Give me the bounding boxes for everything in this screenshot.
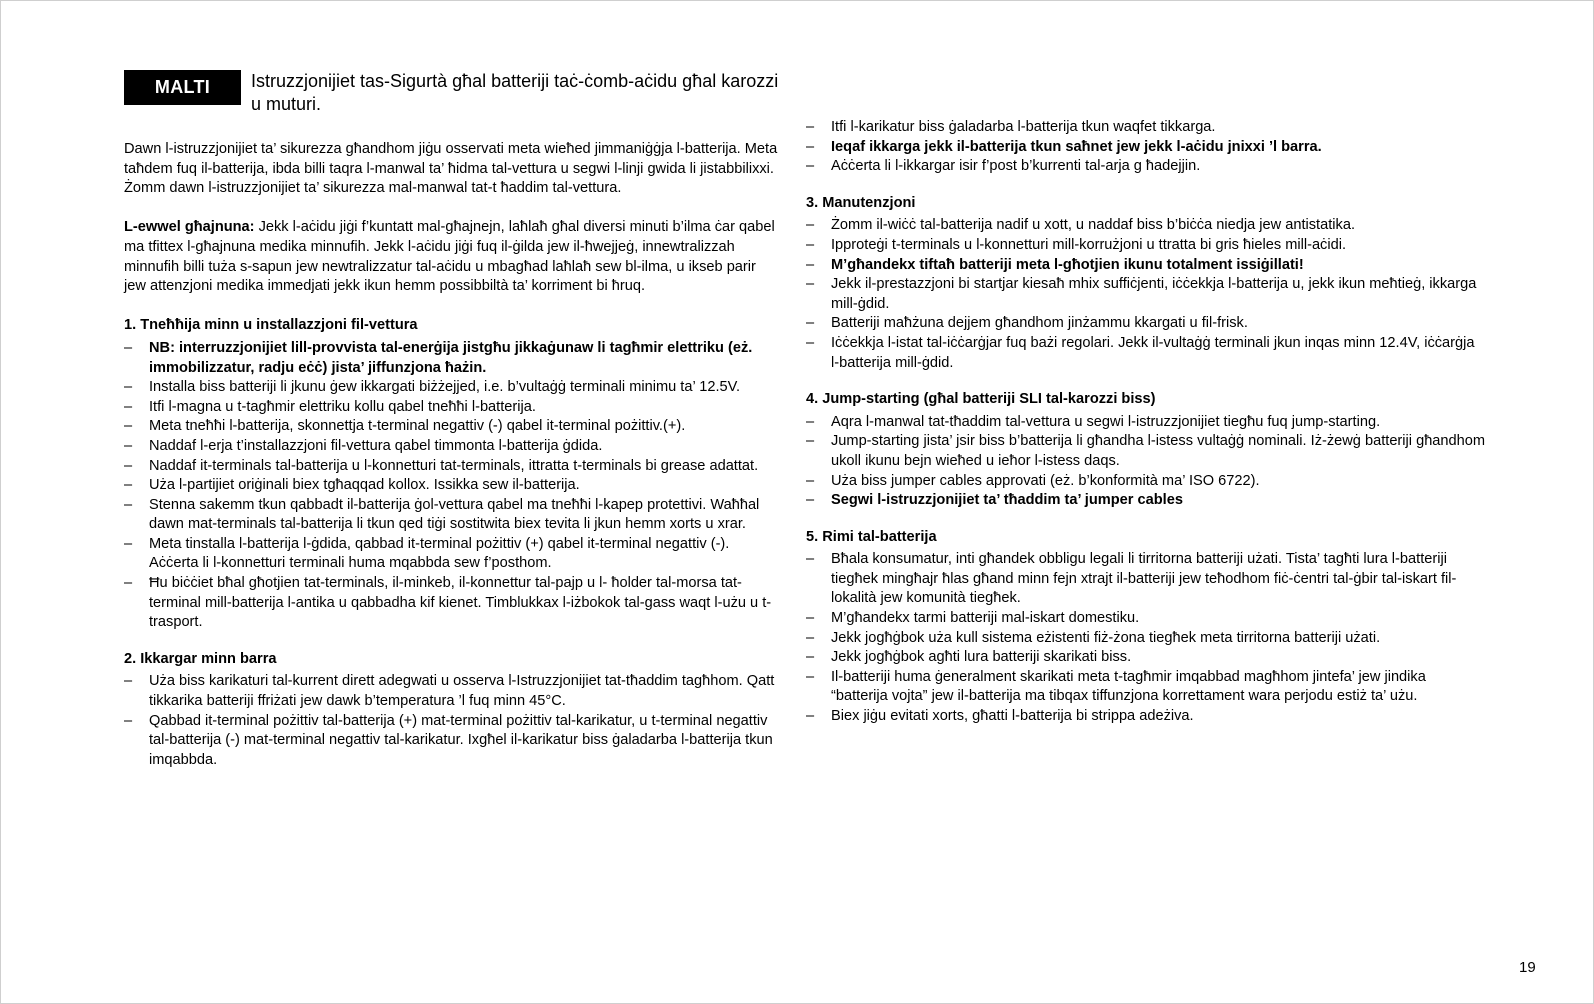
list-item <box>806 491 1486 511</box>
list-item <box>124 457 780 477</box>
list-item-text: NB: interruzzjonijiet lill-provvista tal-enerġija jistgħu jikkaġunaw li tagħmir elettriku (eż. immobilizzatur, radju eċċ) jista’ jiffunzjona ħażin. <box>149 339 753 376</box>
bullet-dash: – <box>124 379 133 396</box>
bullet-dash: – <box>806 276 815 293</box>
list-item <box>806 236 1486 256</box>
list-item-text: Il-batteriji huma ġeneralment skarikati meta t-tagħmir imqabbad magħhom jintefa’ jew jindika “batterija vojta” jew il-batterija ma tibqax tiffunzjona korrettament wara perjodu estiż ta’ użu. <box>831 668 1426 705</box>
list-item-text: Aċċerta li l-ikkargar isir f’post b’kurrenti tal-arja g ħadejjin. <box>831 158 1201 175</box>
list-item-text: Jekk jogħġbok agħti lura batteriji skarikati biss. <box>831 649 1132 666</box>
bullet-dash: – <box>806 610 815 627</box>
list-item <box>806 275 1486 314</box>
document-title: Istruzzjonijiet tas-Sigurtà għal batteriji taċ-ċomb-aċidu għal karozzi u muturi. <box>251 71 779 114</box>
list-item-text: Jump-starting jista’ jsir biss b’batterija li għandha l-istess vultaġġ nominali. Iż-żewġ batteriji għandhom ukoll ikunu bejn wieħed u ieħor l-istess daqs. <box>831 433 1486 469</box>
list-item-text: Aqra l-manwal tat-tħaddim tal-vettura u segwi l-istruzzjonijiet tiegħu fuq jump-starting. <box>831 413 1381 430</box>
list-item <box>806 138 1486 158</box>
list-item-text: Stenna sakemm tkun qabbadt il-batterija ġol-vettura qabel ma tneħħi l-kapep protettivi. Waħħal dawn mat-terminals tal-batterija li tkun qed tiġi sostitwita biex tevita li jkun hemm xorts u xrar. <box>149 496 760 533</box>
list-item-text: Batteriji maħżuna dejjem għandhom jinżammu kkargati u fil-frisk. <box>831 315 1248 332</box>
list-item <box>806 668 1486 707</box>
bullet-dash: – <box>124 457 133 474</box>
bullet-dash: – <box>806 668 815 685</box>
list-item <box>806 432 1486 471</box>
bullet-dash: – <box>806 708 815 725</box>
list-item-text: Naddaf it-terminals tal-batterija u l-konnetturi tat-terminals, ittratta t-terminals bi grease adattat. <box>149 457 759 474</box>
section-5-list <box>806 550 1486 726</box>
bullet-dash: – <box>806 492 815 509</box>
list-item <box>806 472 1486 492</box>
list-item-text: Bħala konsumatur, inti għandek obbligu legali li tirritorna batteriji użati. Tista’ tagħti lura l-batteriji tiegħek mingħajr ħlas għand minn fejn xtrajt il-batteriji jew teħodhom fiċ-ċentri tal-ġbir tal-iskart fil-lokalità jew komunità tiegħek. <box>831 551 1457 607</box>
list-item <box>806 157 1486 177</box>
list-item <box>806 216 1486 236</box>
list-item-text: Uża l-partijiet oriġinali biex tgħaqqad kollox. Issikka sew il-batterija. <box>149 477 580 494</box>
bullet-dash: – <box>806 629 815 646</box>
list-item <box>806 629 1486 649</box>
bullet-dash: – <box>124 477 133 494</box>
list-item <box>124 378 780 398</box>
list-item-text: Itfi l-magna u t-tagħmir elettriku kollu qabel tneħħi l-batterija. <box>149 398 536 415</box>
bullet-dash: – <box>806 433 815 450</box>
list-item-text: Ipproteġi t-terminals u l-konnetturi mill-korrużjoni u ttratta bi gris ħieles mill-aċidi. <box>831 236 1347 253</box>
page-number: 19 <box>1519 959 1536 976</box>
bullet-dash: – <box>124 437 133 454</box>
language-tag: MALTI <box>124 70 241 105</box>
bullet-dash: – <box>806 138 815 155</box>
first-aid-label: L-ewwel għajnuna: <box>124 219 255 236</box>
bullet-dash: – <box>124 575 133 592</box>
list-item-text: Ieqaf ikkarga jekk il-batterija tkun saħnet jew jekk l-aċidu jnixxi ’l barra. <box>831 138 1322 155</box>
list-item <box>806 648 1486 668</box>
list-item-text: Uża biss karikaturi tal-kurrent dirett adegwati u osserva l-Istruzzjonijiet tat-tħaddim tagħhom. Qatt tikkarika batteriji ffriżati jew dawk b’temperatura ’l fuq minn 45°C. <box>149 673 775 710</box>
list-item <box>124 712 780 771</box>
list-item <box>806 256 1486 276</box>
list-item <box>124 496 780 535</box>
list-item-text: Ħu biċċiet bħal għotjien tat-terminals, il-minkeb, il-konnettur tal-pajp u l- ħolder tal-morsa tat-terminal mill-batterija l-antika u qabbadha kif kienet. Timblukkax l-iżbokok tal-gass waqt l-użu u t-trasport. <box>149 575 772 631</box>
bullet-dash: – <box>806 217 815 234</box>
list-item-text: Meta tinstalla l-batterija l-ġdida, qabbad it-terminal pożittiv (+) qabel it-terminal negattiv (-). Aċċerta li l-konnetturi terminali huma mqabbda sew f’posthom. <box>149 535 730 572</box>
list-item <box>124 574 780 633</box>
list-item-text: Jekk il-prestazzjoni bi startjar kiesaħ mhix suffiċjenti, iċċekkja l-batterija u, jekk ikun meħtieġ, ikkarga mill-ġdid. <box>831 276 1477 312</box>
list-item-text: Segwi l-istruzzjonijiet ta’ tħaddim ta’ jumper cables <box>831 492 1183 509</box>
list-item <box>124 672 780 711</box>
bullet-dash: – <box>124 535 133 552</box>
bullet-dash: – <box>124 398 133 415</box>
bullet-dash: – <box>806 315 815 332</box>
list-item <box>806 550 1486 609</box>
bullet-dash: – <box>124 418 133 435</box>
section-2-list <box>124 672 780 770</box>
right-column <box>806 118 1486 744</box>
first-aid-text: Jekk l-aċidu jiġi f’kuntatt mal-għajnejn, laħlaħ għal diversi minuti b’ilma ċar qabel ma tfittex l-għajnuna medika minnufih. Jekk l-aċidu jiġi fuq il-ġilda jew il-ħwejjeġ, innewtralizzah minnufih billi tuża s-sapun jew newtralizzatur tal-aċidu u mbagħad laħlaħ sew bl-ilma, u ikseb parir jew attenzjoni medika immedjati jekk ikun hemm possibbiltà ta’ korriment bi ħruq. <box>124 219 775 295</box>
list-item-text: Biex jiġu evitati xorts, għatti l-batterija bi strippa adeżiva. <box>831 708 1194 725</box>
list-item-text: Iċċekkja l-istat tal-iċċarġjar fuq bażi regolari. Jekk il-vultaġġ terminali jkun inqas minn 12.4V, iċċarġja l-batterija mill-ġdid. <box>831 334 1475 371</box>
list-item <box>806 707 1486 727</box>
first-aid-paragraph <box>124 218 780 296</box>
bullet-dash: – <box>806 119 815 135</box>
bullet-dash: – <box>806 158 815 175</box>
bullet-dash: – <box>806 334 815 351</box>
list-item <box>806 314 1486 334</box>
section-4-list <box>806 413 1486 511</box>
bullet-dash: – <box>806 413 815 430</box>
bullet-dash: – <box>806 472 815 489</box>
list-item-text: M’għandekx tarmi batteriji mal-iskart domestiku. <box>831 610 1140 627</box>
section-2-continued-list <box>806 118 1486 177</box>
list-item <box>124 535 780 574</box>
bullet-dash: – <box>806 551 815 568</box>
intro-paragraph: Dawn l-istruzzjonijiet ta’ sikurezza għandhom jiġu osservati meta wieħed jimmaniġġja l-batterija. Meta taħdem fuq il-batterija, ibda billi taqra l-manwal ta’ ħidma tal-vettura u segwi l-linji gwida li jistabbilixxi. Żomm dawn l-istruzzjonijiet ta’ sikurezza mal-manwal tat-t ħaddim tal-vettura. <box>124 141 778 197</box>
list-item <box>806 118 1486 138</box>
bullet-dash: – <box>806 256 815 273</box>
list-item-text: Meta tneħħi l-batterija, skonnettja t-terminal negattiv (-) qabel it-terminal pożittiv.(+). <box>149 418 686 435</box>
list-item <box>806 413 1486 433</box>
list-item <box>124 476 780 496</box>
section-3-title: 3. Manutenzjoni <box>806 194 916 211</box>
list-item-text: M’għandekx tiftaħ batteriji meta l-għotjien ikunu totalment issiġillati! <box>831 256 1304 273</box>
list-item-text: Żomm il-wiċċ tal-batterija nadif u xott, u naddaf biss b’biċċa niedja jew antistatika. <box>831 217 1355 234</box>
section-3-list <box>806 216 1486 373</box>
bullet-dash: – <box>124 339 133 356</box>
section-2-title: 2. Ikkargar minn barra <box>124 650 277 667</box>
bullet-dash: – <box>124 712 133 729</box>
bullet-dash: – <box>124 496 133 513</box>
section-5-title: 5. Rimi tal-batterija <box>806 528 937 545</box>
list-item-text: Naddaf l-erja t’installazzjoni fil-vettura qabel timmonta l-batterija ġdida. <box>149 437 603 454</box>
list-item <box>124 417 780 437</box>
left-column <box>124 140 780 787</box>
section-4-title: 4. Jump-starting (għal batteriji SLI tal-karozzi biss) <box>806 391 1156 408</box>
list-item <box>124 339 780 378</box>
list-item-text: Itfi l-karikatur biss ġaladarba l-batterija tkun waqfet tikkarga. <box>831 119 1216 135</box>
list-item-text: Uża biss jumper cables approvati (eż. b’konformità ma’ ISO 6722). <box>831 472 1260 489</box>
list-item <box>124 398 780 418</box>
section-1-title: 1. Tneħħija minn u installazzjoni fil-vettura <box>124 317 418 334</box>
list-item <box>124 437 780 457</box>
list-item-text: Qabbad it-terminal pożittiv tal-batterija (+) mat-terminal pożittiv tal-karikatur, u t-terminal negattiv tal-batterija (-) mat-terminal negattiv tal-karikatur. Ixgħel il-karikatur biss ġaladarba l-batterija tkun imqabbda. <box>149 712 773 768</box>
bullet-dash: – <box>124 673 133 690</box>
list-item-text: Jekk jogħġbok uża kull sistema eżistenti fiż-żona tiegħek meta tirritorna batteriji użati. <box>831 629 1381 646</box>
bullet-dash: – <box>806 649 815 666</box>
list-item <box>806 609 1486 629</box>
bullet-dash: – <box>806 236 815 253</box>
list-item-text: Installa biss batteriji li jkunu ġew ikkargati biżżejjed, i.e. b’vultaġġ terminali minimu ta’ 12.5V. <box>149 379 741 396</box>
list-item <box>806 334 1486 373</box>
section-1-list <box>124 339 780 633</box>
